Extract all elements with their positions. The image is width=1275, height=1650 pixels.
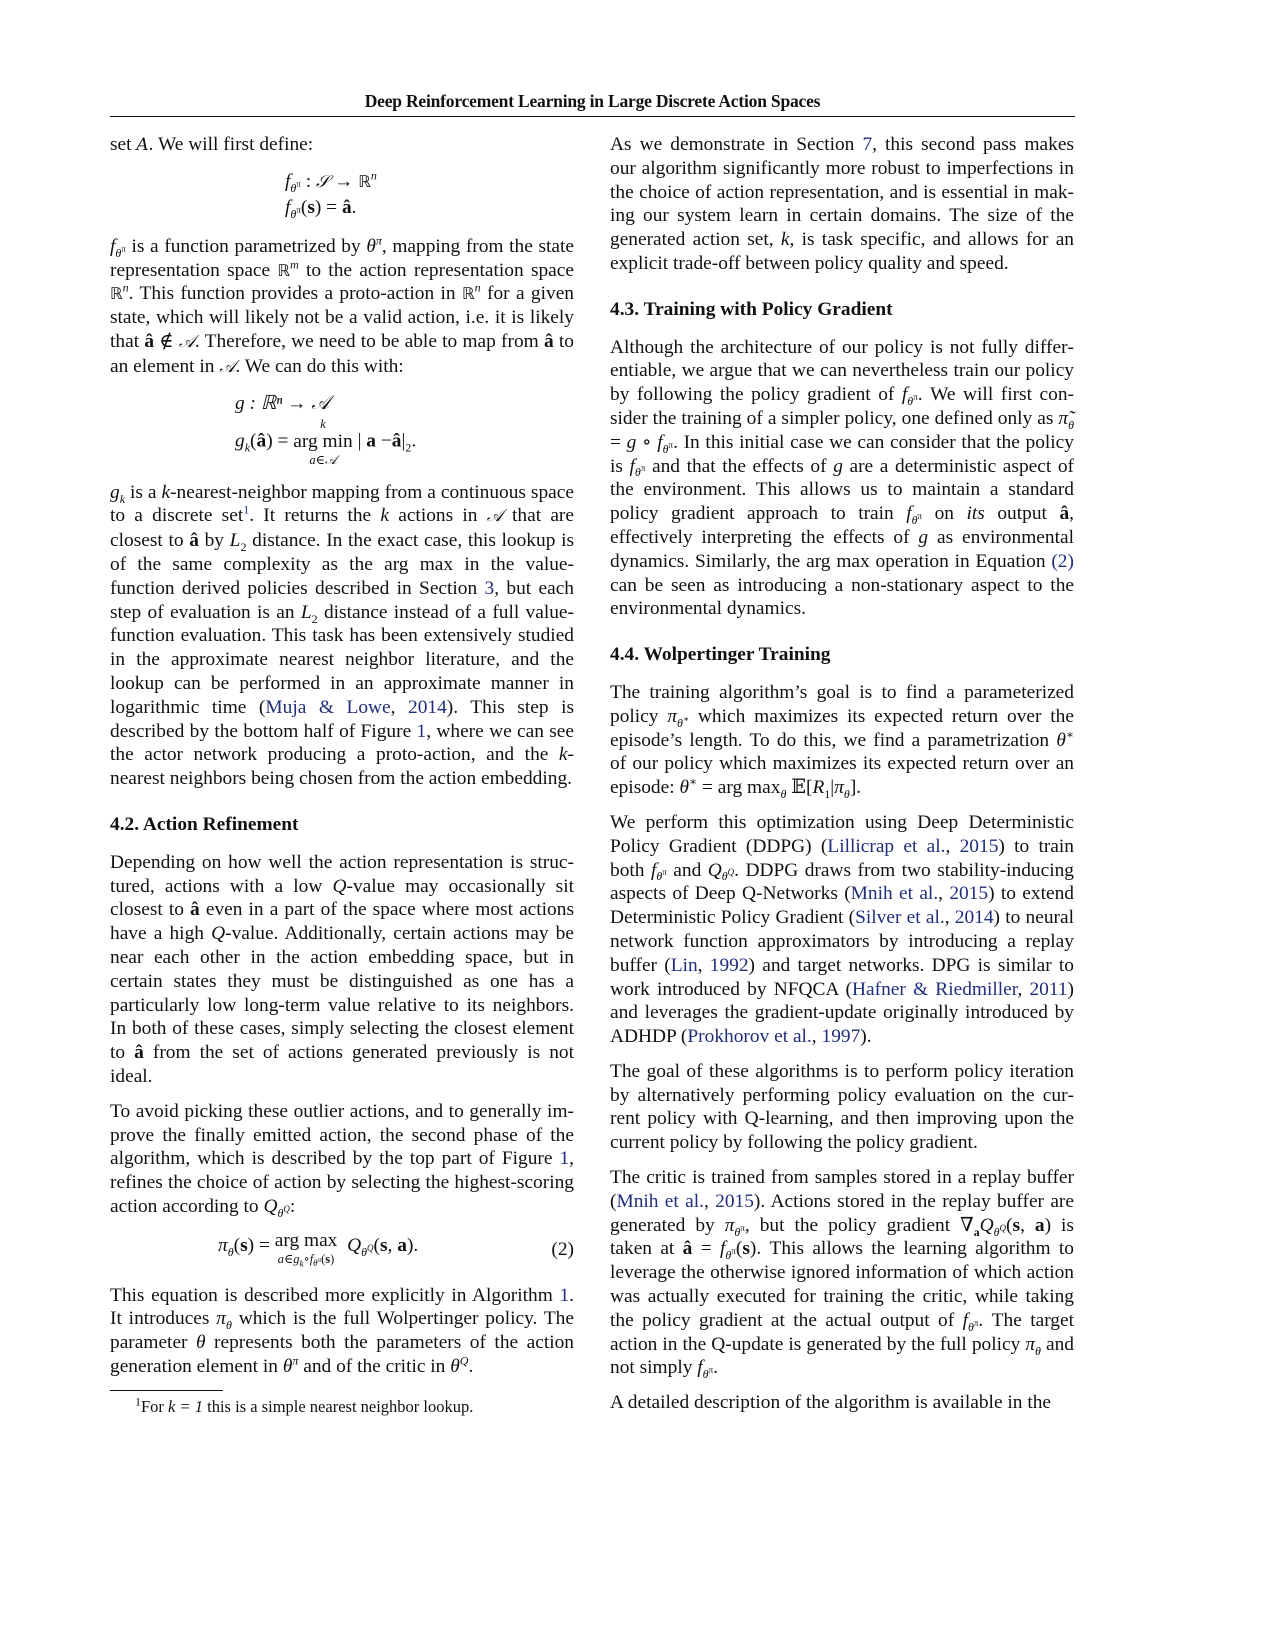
- paragraph-critic-training: The critic is trained from samples stored in a replay buffer (Mnih et al., 2015). Actions stored in the replay buffer are generated by $\pi_{\theta^\pi}$, but the policy gradient $\nabla_aQ_{\theta^Q}(s$, a) is taken at â = $f_{\theta^\pi}(s)$. This allows the learning algorithm to leverage the otherwise ignored information of which action was actually executed for training the critic, while taking the policy gradient at the actual output of $f_{\theta^\pi}$. The target action in the Q-update is generated by the full policy $\pi_\theta$ and not simply $f_{\theta^\pi}$.: [610, 1167, 1075, 1382]
- paragraph-policy-gradient: Although the architecture of our policy is not fully differentiable, we argue that we can nevertheless train our policy by following the policy gradient of $f_{\theta^\pi}$. We will first consider the training of a simpler policy, one defined only as $\pĩ_\theta = g$ ∘ $f_{\theta^\pi}$. In this initial case we can consider that the policy is $f_{\theta^\pi}$ and that the effects of g are a deterministic aspect of the environment. This allows us to maintain a standard policy gradient approach to train $f_{\theta^\pi}$ on its output â, effectively interpreting the effects of g as environmental dynamics. Similarly, the arg max operation in Equation (2) can be seen as introducing a non-stationary aspect to the environmental dynamics.: [610, 336, 1074, 620]
- citation-prokhorov[interactable]: Prokhorov et al.: [687, 1026, 812, 1048]
- algorithm-ref-1[interactable]: 1: [559, 1284, 570, 1306]
- citation-muja-lowe[interactable]: Muja & Lowe: [265, 696, 391, 718]
- paragraph-knn: $g_k$ is a k-nearest-neighbor mapping from a continuous space to a discrete set$^1$. It returns the k actions in 𝒜 that are closest to â by $L_2$ distance. In the exact case, this lookup is of the same complexity as the arg max in the value-function derived policies described in Section 3, but each step of evaluation is an $L_2$ distance instead of a full value-function evaluation. This task has been extensively studied in the approximate nearest neighbor literature, and the lookup can be performed in an approximate manner in logarithmic time (Muja & Lowe, 2014). This step is described by the bottom half of Figure 1, where we can see the actor network producing a proto-action, and the k-nearest neighbors being chosen from the action embedding.: [110, 481, 575, 790]
- paragraph-intro: set A. We will first define:: [110, 134, 314, 155]
- paragraph-wolpertinger-policy: This equation is described more explicitly in Algorithm 1. It introduces $\pi_\theta$ which is the full Wolpertinger policy. The parameter θ represents both the parameters of the action generation element in $\theta^\pi$ and of the critic in $\theta^Q$.: [110, 1284, 574, 1378]
- paragraph-ddpg: We perform this optimization using Deep Deterministic Policy Gradient (DDPG) (Lillicrap et al., 2015) to train both $f_{\theta^\pi}$ and $Q_{\theta^Q}$. DDPG draws from two stability-inducing aspects of Deep Q-Networks (Mnih et al., 2015) to extend Deterministic Policy Gradient (Silver et al., 2014) to neural network function approximators by introducing a replay buffer (Lin, 1992) and target networks. DPG is similar to work introduced by NFQCA (Hafner & Riedmiller, 2011) and leverages the gradient-update originally introduced by ADHDP (Prokhorov et al., 1997).: [610, 811, 1075, 1048]
- paragraph-second-pass: As we demonstrate in Section 7, this second pass makes our algorithm significantly more robust to imperfections in the choice of action representation, and is essential in making our system learn in certain domains. The size of the generated action set, k, is task specific, and allows for an explicit trade-off between policy quality and speed.: [610, 134, 1075, 274]
- paragraph-f-description: $f_{\theta^\pi}$ is a function parametrized by $\theta^\pi$, mapping from the state representation space ℝ$^m$ to the action representation space ℝ$^n$. This function provides a proto-action in ℝ$^n$ for a given state, which will likely not be a valid action, i.e. it is likely that â ∉ 𝒜. Therefore, we need to be able to map from â to an element in 𝒜. We can do this with:: [110, 233, 574, 377]
- header-rule: [110, 116, 1075, 117]
- paragraph-policy-iteration: The goal of these algorithms is to perform policy iteration by alternatively performing policy evaluation on the current policy with Q-learning, and then improving upon the current policy by following the policy gradient.: [610, 1060, 1074, 1154]
- citation-lin-year[interactable]: 1992: [709, 954, 749, 976]
- figure-ref-1b[interactable]: 1: [559, 1148, 570, 1170]
- citation-hafner-year[interactable]: 2011: [1029, 978, 1068, 1000]
- section-heading-4-2: 4.2. Action Refinement: [110, 813, 299, 835]
- footnote-1: $^1$For k = 1 this is a simple nearest neighbor lookup.: [135, 1394, 474, 1416]
- footnote-rule: [110, 1390, 223, 1391]
- citation-prokhorov-year[interactable]: 1997: [821, 1026, 861, 1048]
- equation-ref-2[interactable]: (2): [1051, 550, 1074, 572]
- citation-silver-year[interactable]: 2014: [954, 907, 994, 929]
- citation-mnih-2[interactable]: Mnih et al.: [616, 1190, 704, 1212]
- citation-muja-lowe-year[interactable]: 2014: [408, 696, 447, 718]
- section-ref-3[interactable]: 3: [484, 577, 495, 599]
- figure-ref-1[interactable]: 1: [416, 720, 427, 742]
- equation-f-definition: $f_{\theta^\pi}$ : 𝒮 → ℝ$^n$ $f_{\theta^\pi}(s)$ = â.: [285, 168, 377, 221]
- citation-mnih-year[interactable]: 2015: [949, 883, 989, 905]
- citation-mnih-2-year[interactable]: 2015: [715, 1190, 754, 1212]
- equation-2: $\pi_\theta(s)$ = arg max $a\in g_k\circ f_{\theta^\pi}(s)$ $Q_{\theta^Q}(s$, a). (2): [218, 1229, 574, 1269]
- citation-silver[interactable]: Silver et al.: [855, 907, 945, 929]
- citation-lillicrap[interactable]: Lillicrap et al.: [827, 835, 946, 857]
- running-title: Deep Reinforcement Learning in Large Discrete Action Spaces: [364, 91, 821, 111]
- footnote-ref-1[interactable]: 1: [243, 502, 250, 517]
- section-heading-4-3: 4.3. Training with Policy Gradient: [610, 298, 893, 320]
- paragraph-algorithm-detail: A detailed description of the algorithm is available in the: [610, 1392, 1052, 1414]
- paragraph-outlier-actions: To avoid picking these outlier actions, and to generally improve the finally emitted action, the second phase of the algorithm, which is described by the top part of Figure 1, refines the choice of action by selecting the highest-scoring action according to $Q_{\theta^Q}$:: [110, 1100, 574, 1220]
- citation-lillicrap-year[interactable]: 2015: [959, 835, 999, 857]
- right-column: [610, 133, 1074, 1426]
- citation-lin[interactable]: Lin: [670, 954, 698, 976]
- citation-mnih[interactable]: Mnih et al.: [850, 883, 939, 905]
- citation-hafner[interactable]: Hafner & Riedmiller: [852, 978, 1018, 1000]
- section-ref-7[interactable]: 7: [862, 134, 873, 155]
- paragraph-training-goal: The training algorithm’s goal is to find a parameterized policy $\pi_{\theta^∗}$ which maximizes its expected return over the episode’s length. To do this, we find a parametrization θ∗ of our policy which maximizes its expected return over an episode: θ∗ = arg $\max_\theta$ $𝔼[R_1|\pi_\theta]$.: [610, 681, 1074, 801]
- left-column: [110, 133, 574, 1417]
- section-heading-4-4: 4.4. Wolpertinger Training: [610, 644, 831, 666]
- equation-g-definition: g : ℝⁿ → 𝒜 $g_k(â)$ = k arg min a∈𝒜 | $a -â|_2$.: [235, 392, 417, 467]
- paragraph-action-refinement: Depending on how well the action representation is structured, actions with a low Q-value may occasionally sit closest to â even in a part of the space where most actions have a high Q-value. Additionally, certain actions may be near each other in the action embedding space, but in certain states they must be distinguished as one has a particularly low long-term value relative to its neighbors. In both of these cases, simply selecting the closest element to â from the set of actions generated previously is not ideal.: [110, 851, 575, 1087]
- equation-number: (2): [551, 1238, 574, 1260]
